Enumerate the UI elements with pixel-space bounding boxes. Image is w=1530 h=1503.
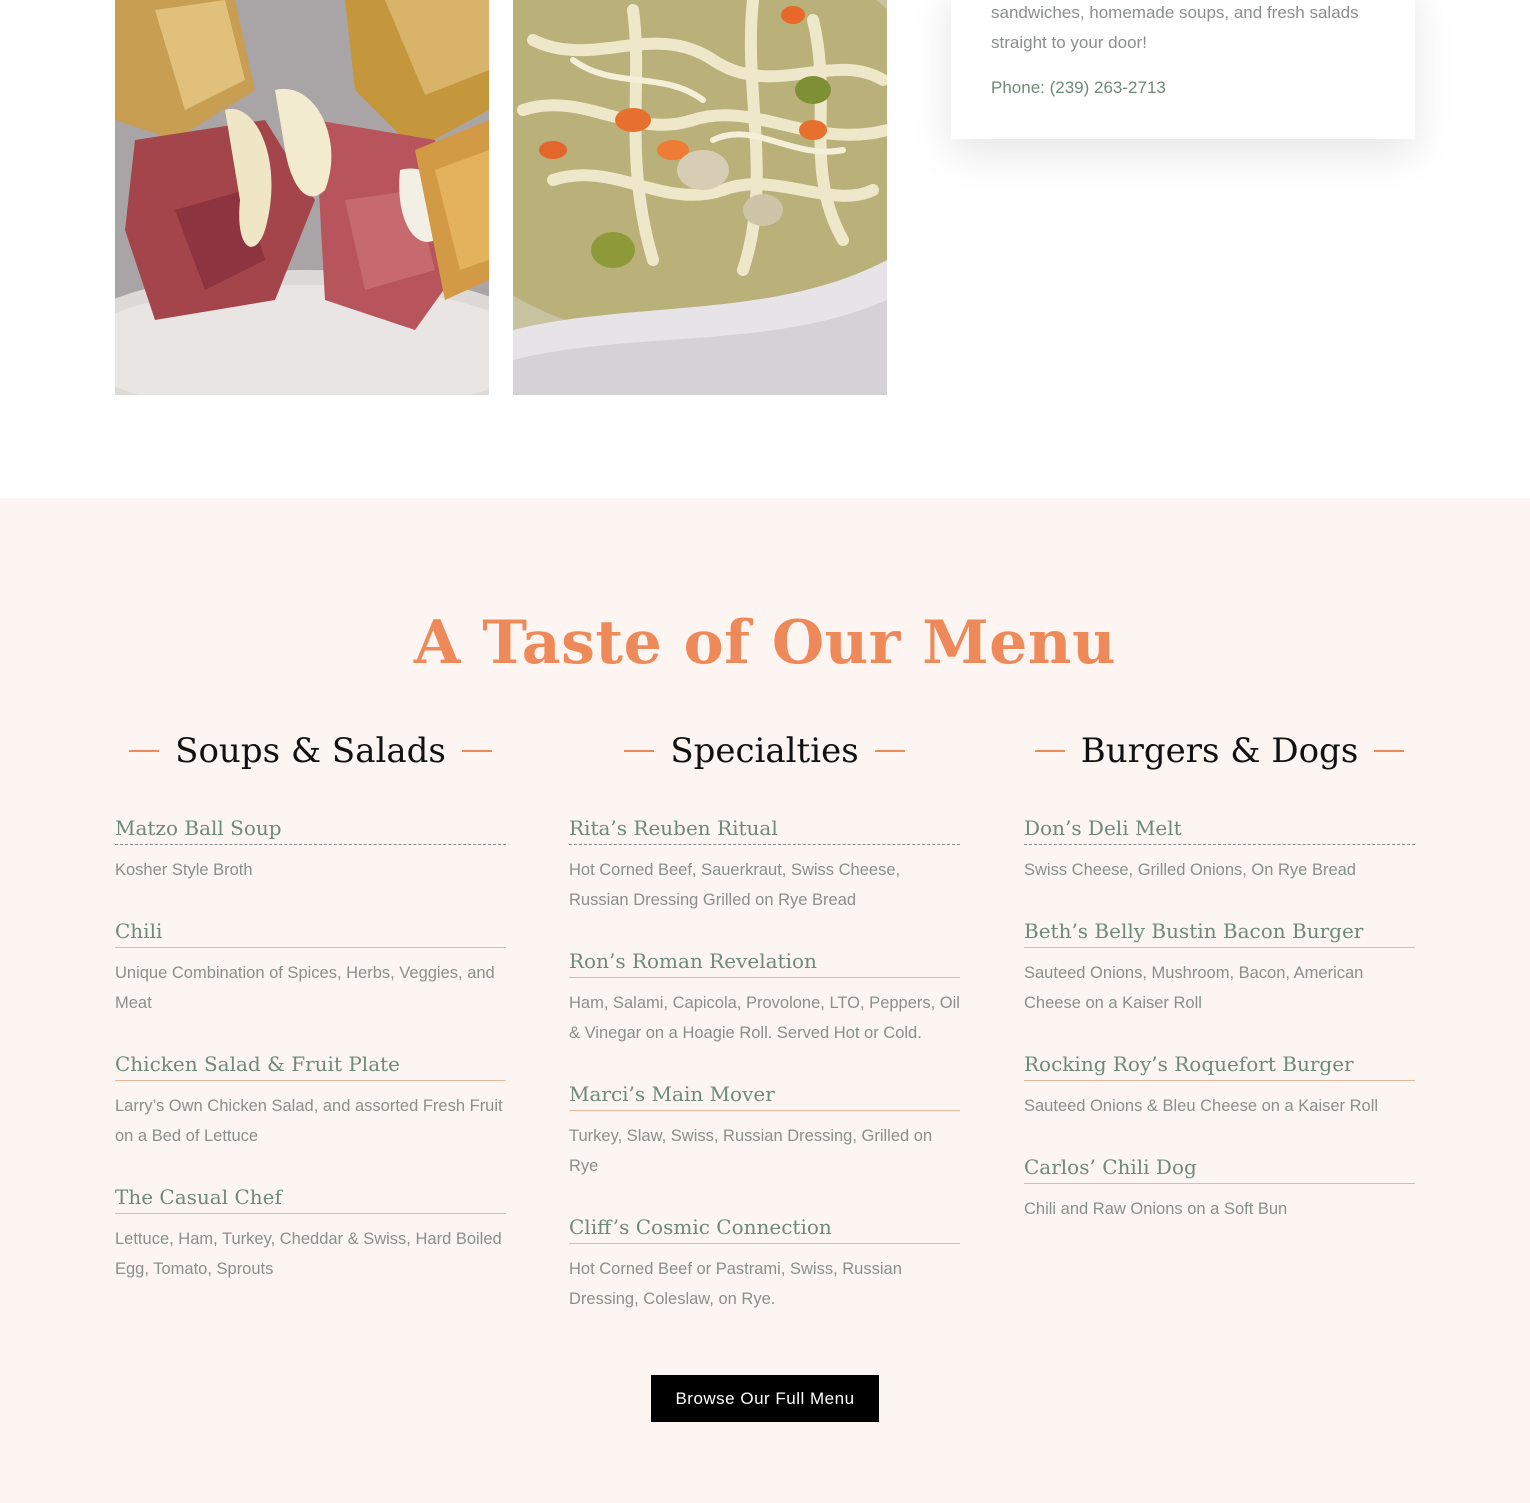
category-heading xyxy=(1024,726,1415,776)
reuben-sandwich-photo xyxy=(115,0,489,395)
menu-item xyxy=(569,1082,960,1181)
category-heading xyxy=(569,726,960,776)
menu-column-soups-salads xyxy=(115,726,506,1318)
menu-item-description: Larry’s Own Chicken Salad, and assorted Fresh Fruit on a Bed of Lettuce xyxy=(115,1097,503,1145)
menu-item xyxy=(1024,919,1415,1018)
menu-item-name: Marci’s Main Mover xyxy=(569,1082,960,1111)
chicken-noodle-soup-photo xyxy=(513,0,887,395)
menu-item xyxy=(1024,1155,1415,1224)
menu-item-description: Swiss Cheese, Grilled Onions, On Rye Bread xyxy=(1024,861,1356,879)
menu-item-name: Matzo Ball Soup xyxy=(115,816,506,845)
menu-item xyxy=(569,949,960,1048)
menu-item xyxy=(1024,816,1415,885)
menu-item-description: Turkey, Slaw, Swiss, Russian Dressing, Grilled on Rye xyxy=(569,1127,933,1175)
menu-item-name: Ron’s Roman Revelation xyxy=(569,949,960,978)
menu-item xyxy=(569,816,960,915)
contact-phone[interactable]: Phone: (239) 263-2713 xyxy=(991,78,1166,97)
menu-item-description: Sauteed Onions & Bleu Cheese on a Kaiser Roll xyxy=(1024,1097,1379,1115)
top-section xyxy=(0,0,1530,498)
heading-dash-right xyxy=(462,750,492,752)
category-heading xyxy=(115,726,506,776)
menu-item-name: The Casual Chef xyxy=(115,1185,506,1214)
browse-full-menu-button[interactable]: Browse Our Full Menu xyxy=(651,1375,879,1422)
menu-item-description: Hot Corned Beef, Sauerkraut, Swiss Cheese, Russian Dressing Grilled on Rye Bread xyxy=(569,861,901,909)
menu-item xyxy=(115,816,506,885)
menu-item-name: Beth’s Belly Bustin Bacon Burger xyxy=(1024,919,1415,948)
category-title: Soups & Salads xyxy=(175,731,446,771)
menu-item-name: Don’s Deli Melt xyxy=(1024,816,1415,845)
menu-item-description: Chili and Raw Onions on a Soft Bun xyxy=(1024,1200,1288,1218)
menu-item xyxy=(569,1215,960,1314)
menu-item xyxy=(115,1185,506,1284)
menu-item xyxy=(115,1052,506,1151)
heading-dash-right xyxy=(875,750,905,752)
menu-section xyxy=(0,498,1530,1503)
category-title: Burgers & Dogs xyxy=(1080,731,1359,771)
menu-column-specialties xyxy=(569,726,960,1348)
heading-dash-left xyxy=(129,750,159,752)
menu-item-name: Carlos’ Chili Dog xyxy=(1024,1155,1415,1184)
menu-item-name: Rita’s Reuben Ritual xyxy=(569,816,960,845)
menu-item-description: Sauteed Onions, Mushroom, Bacon, American Cheese on a Kaiser Roll xyxy=(1024,964,1364,1012)
heading-dash-left xyxy=(1035,750,1065,752)
menu-item xyxy=(1024,1052,1415,1121)
menu-item-description: Unique Combination of Spices, Herbs, Veggies, and Meat xyxy=(115,964,495,1012)
menu-title: A Taste of Our Menu xyxy=(413,608,1117,678)
menu-item-description: Kosher Style Broth xyxy=(115,861,253,879)
menu-column-burgers-dogs xyxy=(1024,726,1415,1258)
menu-item-name: Chicken Salad & Fruit Plate xyxy=(115,1052,506,1081)
menu-item-description: Hot Corned Beef or Pastrami, Swiss, Russian Dressing, Coleslaw, on Rye. xyxy=(569,1260,902,1308)
category-title: Specialties xyxy=(670,731,859,771)
contact-description: sandwiches, homemade soups, and fresh salads straight to your door! xyxy=(991,3,1359,52)
heading-dash-left xyxy=(624,750,654,752)
menu-item-description: Ham, Salami, Capicola, Provolone, LTO, Peppers, Oil & Vinegar on a Hoagie Roll. Served Hot or Cold. xyxy=(569,994,960,1042)
menu-item-name: Cliff’s Cosmic Connection xyxy=(569,1215,960,1244)
menu-item-description: Lettuce, Ham, Turkey, Cheddar & Swiss, Hard Boiled Egg, Tomato, Sprouts xyxy=(115,1230,502,1278)
heading-dash-right xyxy=(1374,750,1404,752)
menu-item-name: Rocking Roy’s Roquefort Burger xyxy=(1024,1052,1415,1081)
menu-item xyxy=(115,919,506,1018)
contact-card xyxy=(951,0,1415,139)
menu-item-name: Chili xyxy=(115,919,506,948)
